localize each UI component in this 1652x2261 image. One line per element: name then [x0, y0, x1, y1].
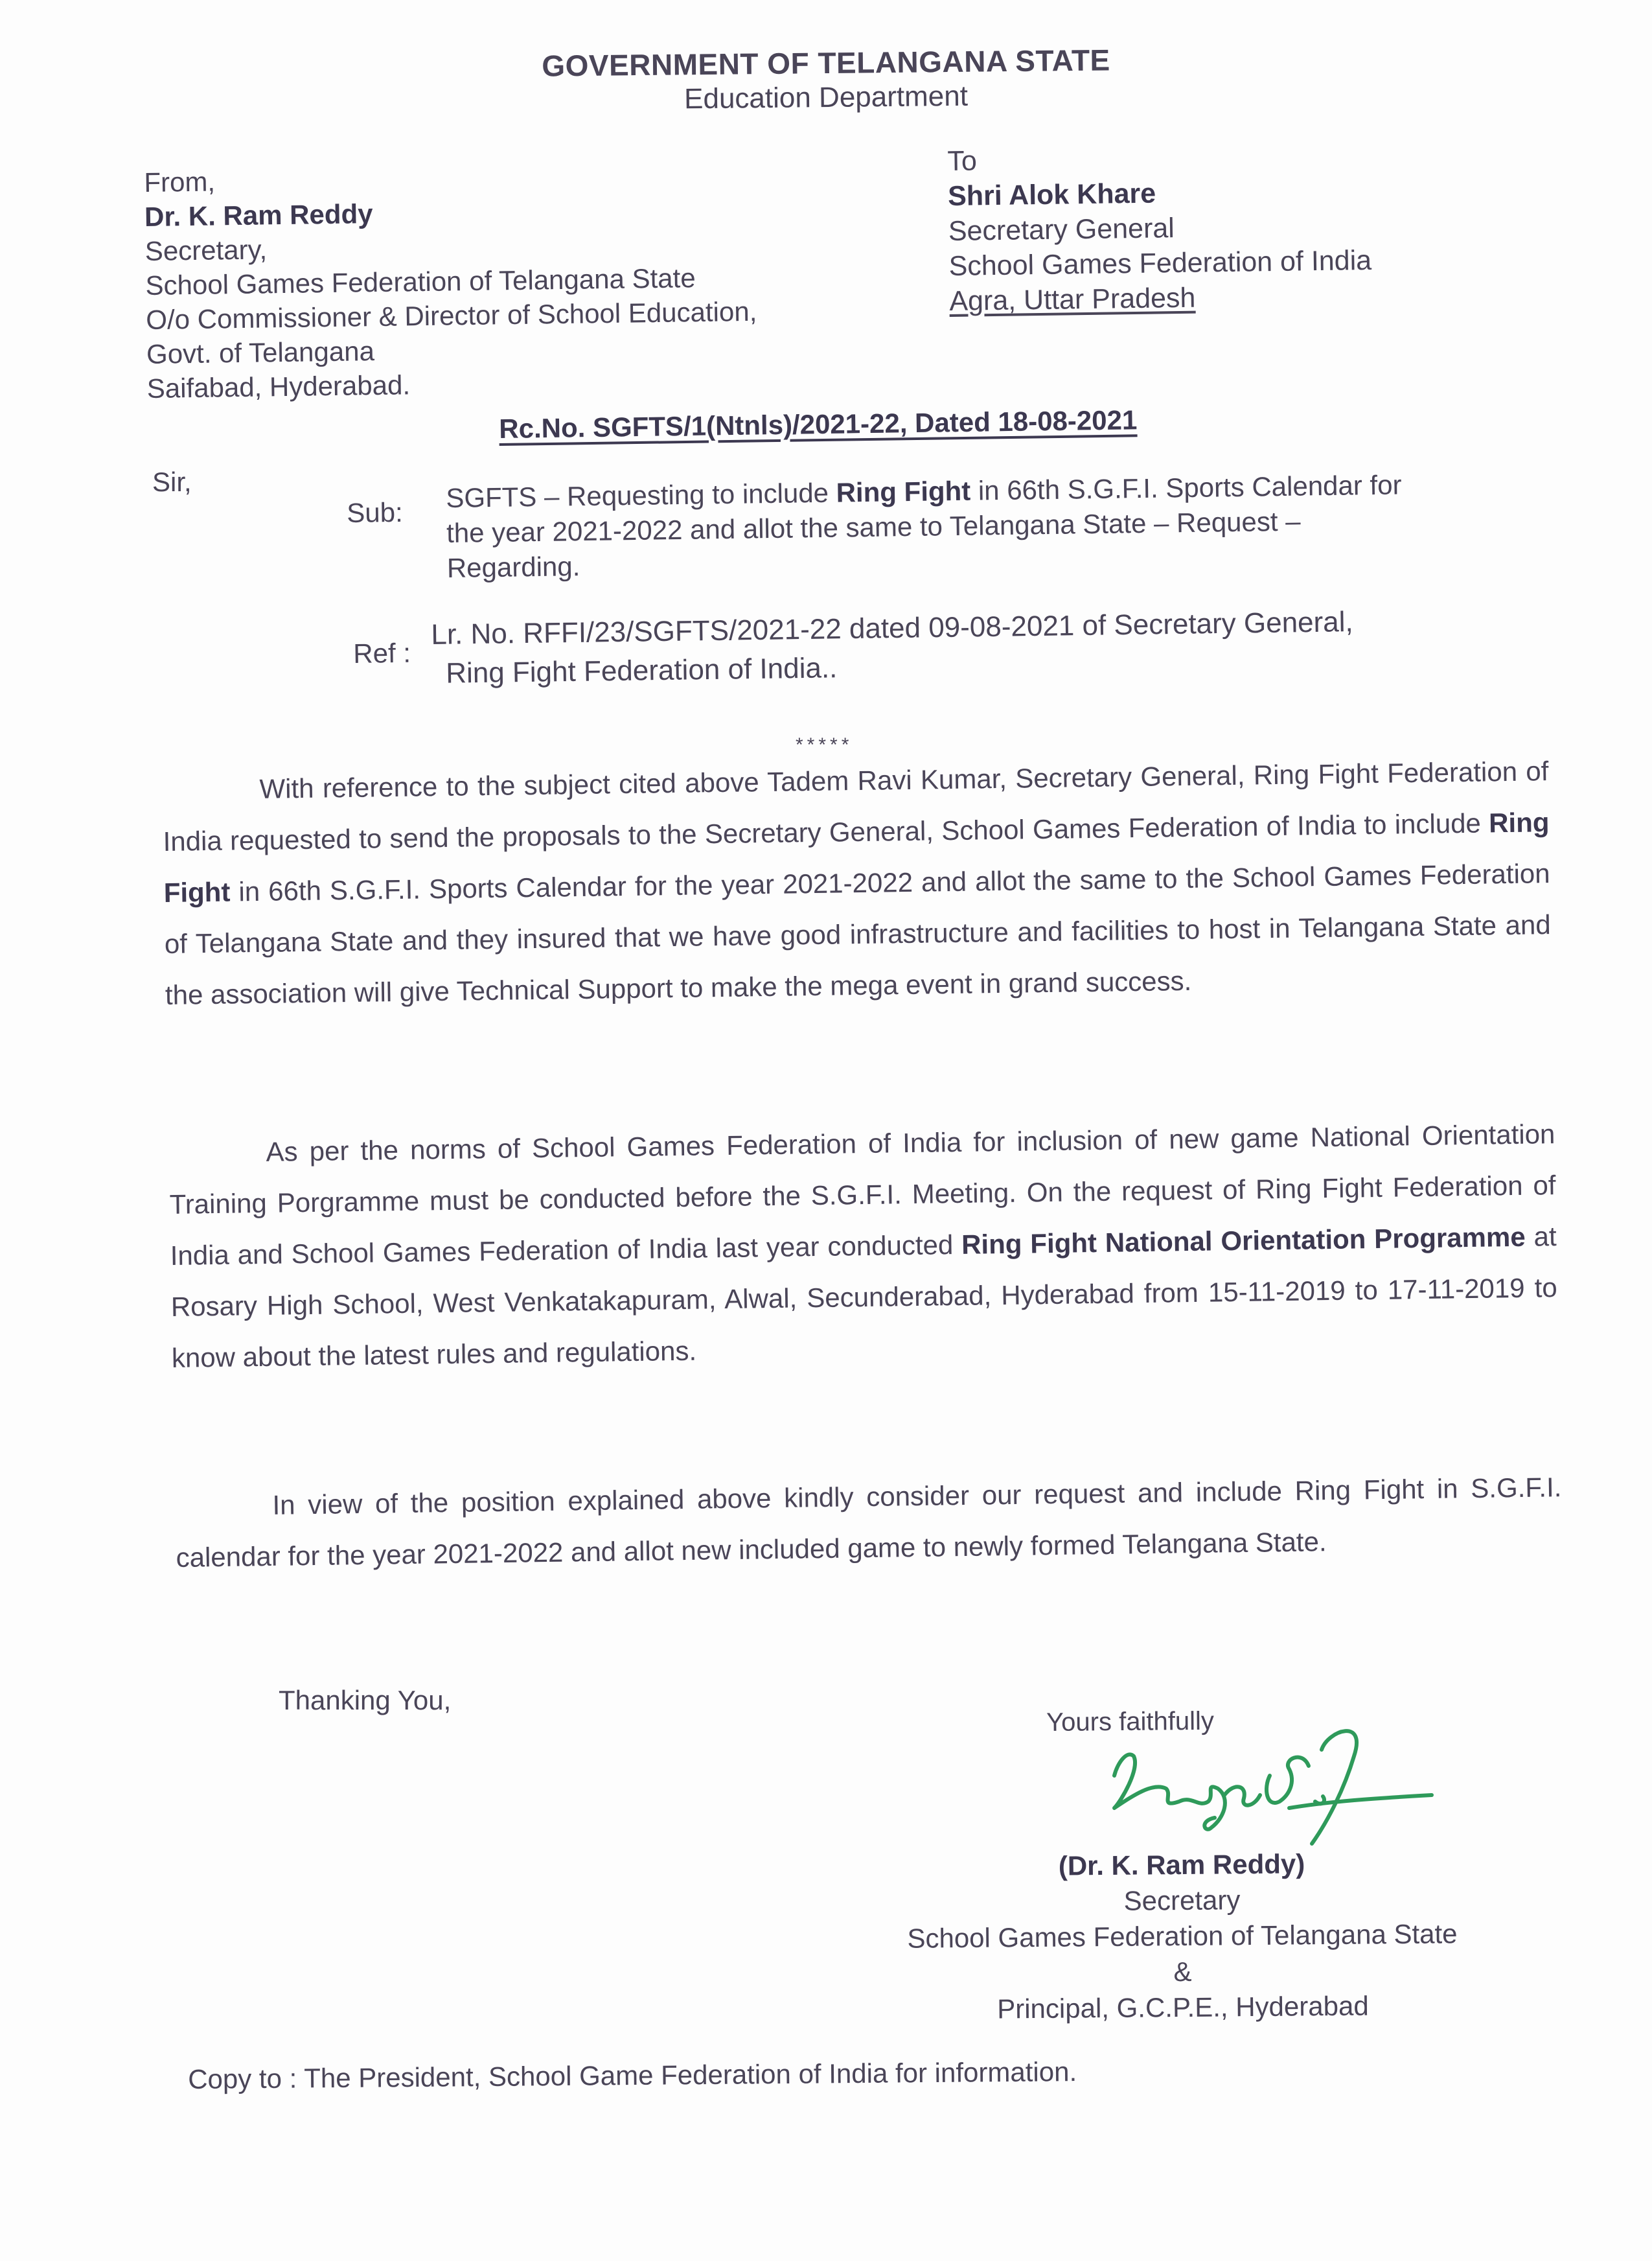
reference-text	[431, 601, 1501, 693]
signatory-org: School Games Federation of Telangana State	[907, 1918, 1458, 1954]
subject-label: Sub:	[347, 496, 404, 528]
from-name: Dr. K. Ram Reddy	[144, 198, 373, 232]
from-address-block	[144, 157, 758, 406]
reference-line: Lr. No. RFFI/23/SGFTS/2021-22 dated 09-08-2021 of Secretary General,	[431, 606, 1354, 651]
copy-to-line: Copy to : The President, School Game Federation of India for information.	[188, 2056, 1077, 2094]
signatory-block	[842, 1844, 1523, 2028]
department-name: Education Department	[683, 80, 969, 115]
government-title: GOVERNMENT OF TELANGANA STATE	[542, 43, 1110, 83]
to-line: Secretary General	[948, 213, 1175, 247]
reference-label: Ref :	[353, 637, 411, 669]
paragraph-bold: Ring Fight	[163, 807, 1550, 908]
paragraph-text: in 66th S.G.F.I. Sports Calendar for the year 2021-2022 and allot the same to the School Games Federation of Telangana State and they insured that we have good infrastructure and facilities to host in Telangana State and the association will give Technical Support to make the mega event in grand success.	[164, 858, 1551, 1010]
signatory-second-title: Principal, G.C.P.E., Hyderabad	[997, 1990, 1369, 2024]
from-line: School Games Federation of Telangana State	[145, 262, 696, 301]
thanking-you: Thanking You,	[279, 1685, 452, 1715]
signatory-ampersand: &	[1173, 1956, 1192, 1988]
from-line: Saifabad, Hyderabad.	[146, 369, 411, 404]
paragraph-bold: Ring Fight National Orientation Programme	[961, 1221, 1526, 1260]
subject-bold-part: Ring Fight	[836, 475, 971, 508]
to-address-block	[947, 138, 1372, 319]
subject-text-part: in 66th S.G.F.I. Sports Calendar for the year 2021-2022 and allot the same to Telangana State – Request – Regarding.	[446, 469, 1402, 583]
paragraph-text: at Rosary High School, West Venkatakapuram, Alwal, Secunderabad, Hyderabad from 15-11-2019 to 17-11-2019 to know about the latest rules and regulations.	[170, 1221, 1557, 1373]
signatory-name: (Dr. K. Ram Reddy)	[1058, 1848, 1305, 1881]
to-name: Shri Alok Khare	[947, 178, 1156, 212]
reference-line: Ring Fight Federation of India..	[445, 652, 838, 690]
salutation: Sir,	[152, 467, 192, 497]
subject-text-part: SGFTS – Requesting to include	[446, 477, 836, 513]
paragraph-text: In view of the position explained above kindly consider our request and include Ring Fight in S.G.F.I. calendar for the year 2021-2022 and allot new included game to newly formed Telangana State.	[176, 1472, 1562, 1573]
signature-icon	[1095, 1704, 1509, 1860]
to-line: School Games Federation of India	[948, 244, 1372, 282]
separator-stars: *****	[796, 734, 853, 756]
to-location: Agra, Uttar Pradesh	[949, 282, 1196, 317]
from-line: O/o Commissioner & Director of School Education,	[146, 296, 757, 335]
reference-number: Rc.No. SGFTS/1(Ntnls)/2021-22, Dated 18-08-2021	[499, 404, 1138, 444]
paragraph-text: As per the norms of School Games Federation of India for inclusion of new game National Orientation Training Porgramme must be conducted before the S.G.F.I. Meeting. On the request of Ring Fight Federation of India and School Games Federation of India last year conducted	[169, 1119, 1556, 1271]
body-paragraph-3	[175, 1461, 1563, 1583]
signatory-title: Secretary	[1123, 1884, 1241, 1916]
from-label: From,	[144, 166, 216, 198]
subject-text	[446, 467, 1432, 586]
to-label: To	[947, 145, 978, 177]
body-paragraph-2	[168, 1108, 1558, 1384]
yours-faithfully: Yours faithfully	[1046, 1706, 1215, 1737]
from-line: Govt. of Telangana	[146, 336, 375, 369]
from-line: Secretary,	[144, 234, 268, 266]
body-paragraph-1	[162, 745, 1552, 1021]
paragraph-text: With reference to the subject cited above Tadem Ravi Kumar, Secretary General, Ring Fight Federation of India requested to send the proposals to the Secretary General, School Games Federation of India to include	[163, 756, 1549, 857]
